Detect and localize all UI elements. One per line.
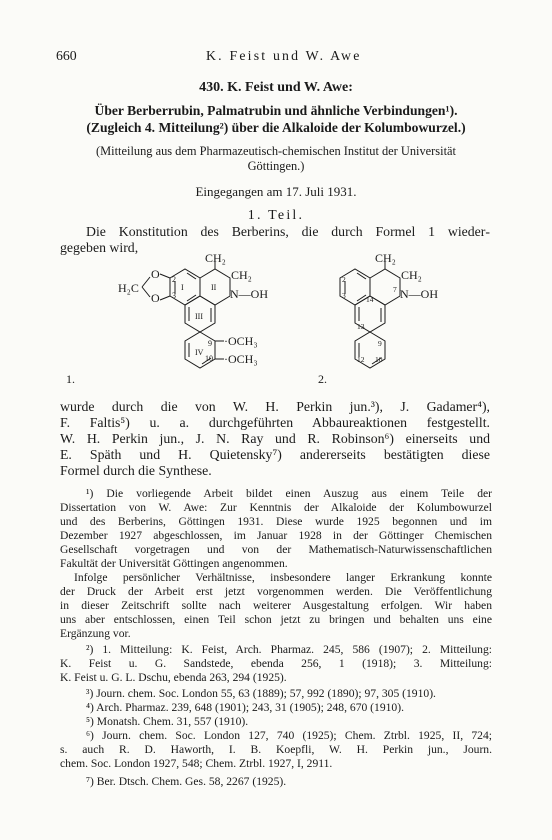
formula-1-ring-3-label: III bbox=[195, 312, 203, 321]
formula-2-ch2-right: CH₂ bbox=[401, 268, 422, 282]
received-date: Eingegangen am 17. Juli 1931. bbox=[195, 184, 357, 199]
footnote-4: ⁴) Arch. Pharmaz. 239, 648 (1901); 243, 31 (1905); 248, 670 (1910). bbox=[86, 701, 404, 714]
article-heading: 430. K. Feist und W. Awe: bbox=[199, 80, 353, 95]
footnote-2-line-3: K. Feist u. G. L. Dschu, ebenda 263, 294 (1925). bbox=[60, 671, 287, 684]
formula-2-pos-10: 10 bbox=[375, 355, 383, 364]
footnote-3: ³) Journ. chem. Soc. London 55, 63 (1889); 57, 992 (1890); 97, 305 (1910). bbox=[86, 687, 436, 700]
formula-2-pos-9: 9 bbox=[378, 339, 382, 348]
footnote-5: ⁵) Monatsh. Chem. 31, 557 (1910). bbox=[86, 715, 249, 728]
footnote-1-line-1: ¹) Die vorliegende Arbeit bildet einen Auszug aus einem Teile der bbox=[86, 487, 492, 500]
affiliation-line-2: Göttingen.) bbox=[247, 159, 305, 173]
structural-formulas bbox=[0, 250, 552, 390]
formula-1-o-bottom: O bbox=[151, 291, 160, 305]
body-line-3: W. H. Perkin jun., J. N. Ray und R. Robinson⁶) einerseits und bbox=[60, 431, 490, 446]
formula-1-ch2-right: CH₂ bbox=[231, 268, 252, 282]
formula-1-och3-lower: ·OCH₃ bbox=[224, 352, 258, 366]
footnote-6-line-1: ⁶) Journ. chem. Soc. London 127, 740 (1925); Chem. Ztrbl. 1925, II, 724; bbox=[86, 729, 492, 742]
formula-1-och3-upper: ·OCH₃ bbox=[224, 334, 258, 348]
footnote-1-line-5: Gesellschaft vorgetragen und von der Mathematisch‐Naturwissenschaftlichen bbox=[60, 543, 492, 556]
formula-2-n-oh: N—OH bbox=[400, 287, 438, 301]
footnote-1-line-11: Ergänzung vor. bbox=[60, 627, 131, 640]
footnote-6-line-3: chem. Soc. London 1927, 548; Chem. Ztrbl. 1927, I, 2911. bbox=[60, 757, 333, 770]
intro-line-1: Die Konstitution des Berberins, die durch Formel 1 wieder‐ bbox=[86, 224, 490, 239]
formula-1-pos-2: 2 bbox=[172, 275, 176, 284]
footnote-1-line-10: uns aber entschlossen, einen Teil schon jetzt zu bringen und behalten uns eine bbox=[60, 613, 492, 626]
article-title-line-1: Über Berberrubin, Palmatrubin und ähnliche Verbindungen¹). bbox=[94, 103, 458, 118]
body-line-1: wurde durch die von W. H. Perkin jun.³), J. Gadamer⁴), bbox=[60, 399, 490, 414]
intro-line-2: gegeben wird, bbox=[60, 240, 139, 255]
footnote-1-line-6: Fakultät der Universität Göttingen angenommen. bbox=[60, 557, 288, 570]
formula-1-n-oh: N—OH bbox=[230, 287, 268, 301]
formula-2-pos-12: 12 bbox=[357, 355, 365, 364]
footnote-1-line-9: in dieser Zeitschrift sollte nach weiterer Ausgestaltung erfolgen. Wir haben bbox=[60, 599, 492, 612]
formula-1-ring-2-label: II bbox=[211, 283, 217, 292]
formula-2-pos-2: 2 bbox=[342, 275, 346, 284]
formula-2-pos-14: 14 bbox=[366, 295, 374, 304]
formula-1-pos-10: 10 bbox=[205, 354, 213, 363]
part-heading: 1. Teil. bbox=[247, 208, 305, 223]
page-number: 660 bbox=[56, 48, 77, 63]
footnote-1-line-8: der Druck der Arbeit erst jetzt vorgenommen werden. Die Veröffentlichung bbox=[60, 585, 492, 598]
footnote-6-line-2: s. auch R. D. Haworth, I. B. Koepfli, W. H. Perkin jun., Journ. bbox=[60, 743, 492, 756]
formula-1-pos-3: 3 bbox=[172, 291, 176, 300]
article-title-line-2: (Zugleich 4. Mitteilung²) über die Alkaloide der Kolumbowurzel.) bbox=[86, 120, 466, 135]
formula-1-ring-1-label: I bbox=[181, 283, 184, 292]
formula-1-pos-9: 9 bbox=[208, 339, 212, 348]
formula-1-number: 1. bbox=[66, 372, 75, 386]
formula-2-pos-7: 7 bbox=[393, 285, 397, 294]
body-line-4: E. Späth und H. Quietensky⁷) andererseits bestätigten diese bbox=[60, 447, 490, 462]
footnote-1-line-3: und des Berberins, Göttingen 1931. Diese wurde 1925 begonnen und im bbox=[60, 515, 492, 528]
formula-1-h2c: H₂C bbox=[118, 281, 139, 295]
formula-2 bbox=[340, 262, 400, 368]
footnote-1-line-7: Infolge persönlicher Verhältnisse, insbesondere langer Erkrankung konnte bbox=[74, 571, 492, 584]
footnote-1-line-2: Dissertation von W. Awe: Zur Kenntnis der Alkaloide der Kolumbowurzel bbox=[60, 501, 492, 514]
formula-2-number: 2. bbox=[318, 372, 327, 386]
footnote-2-line-2: K. Feist u. G. Sandstede, ebenda 256, 1 (1918); 3. Mitteilung: bbox=[60, 657, 492, 670]
formula-2-pos-3: 3 bbox=[342, 291, 346, 300]
body-line-2: F. Faltis⁵) u. a. durchgeführten Abbaureaktionen festgestellt. bbox=[60, 415, 490, 430]
formula-1-o-top: O bbox=[151, 267, 160, 281]
running-head: K. Feist und W. Awe bbox=[206, 48, 362, 63]
affiliation-line-1: (Mitteilung aus dem Pharmazeutisch‐chemischen Institut der Universität bbox=[96, 144, 456, 158]
formula-2-ch2-top: CH₂ bbox=[375, 251, 396, 265]
formula-2-pos-13: 13 bbox=[357, 322, 365, 331]
formula-1-ring-4-label: IV bbox=[195, 348, 204, 357]
formula-1-ch2-top: CH₂ bbox=[205, 251, 226, 265]
footnote-1-line-4: Dezember 1927 abgeschlossen, im Januar 1928 in der Göttinger Chemischen bbox=[60, 529, 492, 542]
footnote-7: ⁷) Ber. Dtsch. Chem. Ges. 58, 2267 (1925). bbox=[86, 775, 287, 788]
footnote-2-line-1: ²) 1. Mitteilung: K. Feist, Arch. Pharmaz. 245, 586 (1907); 2. Mitteilung: bbox=[86, 643, 492, 656]
body-line-5: Formel durch die Synthese. bbox=[60, 463, 212, 478]
